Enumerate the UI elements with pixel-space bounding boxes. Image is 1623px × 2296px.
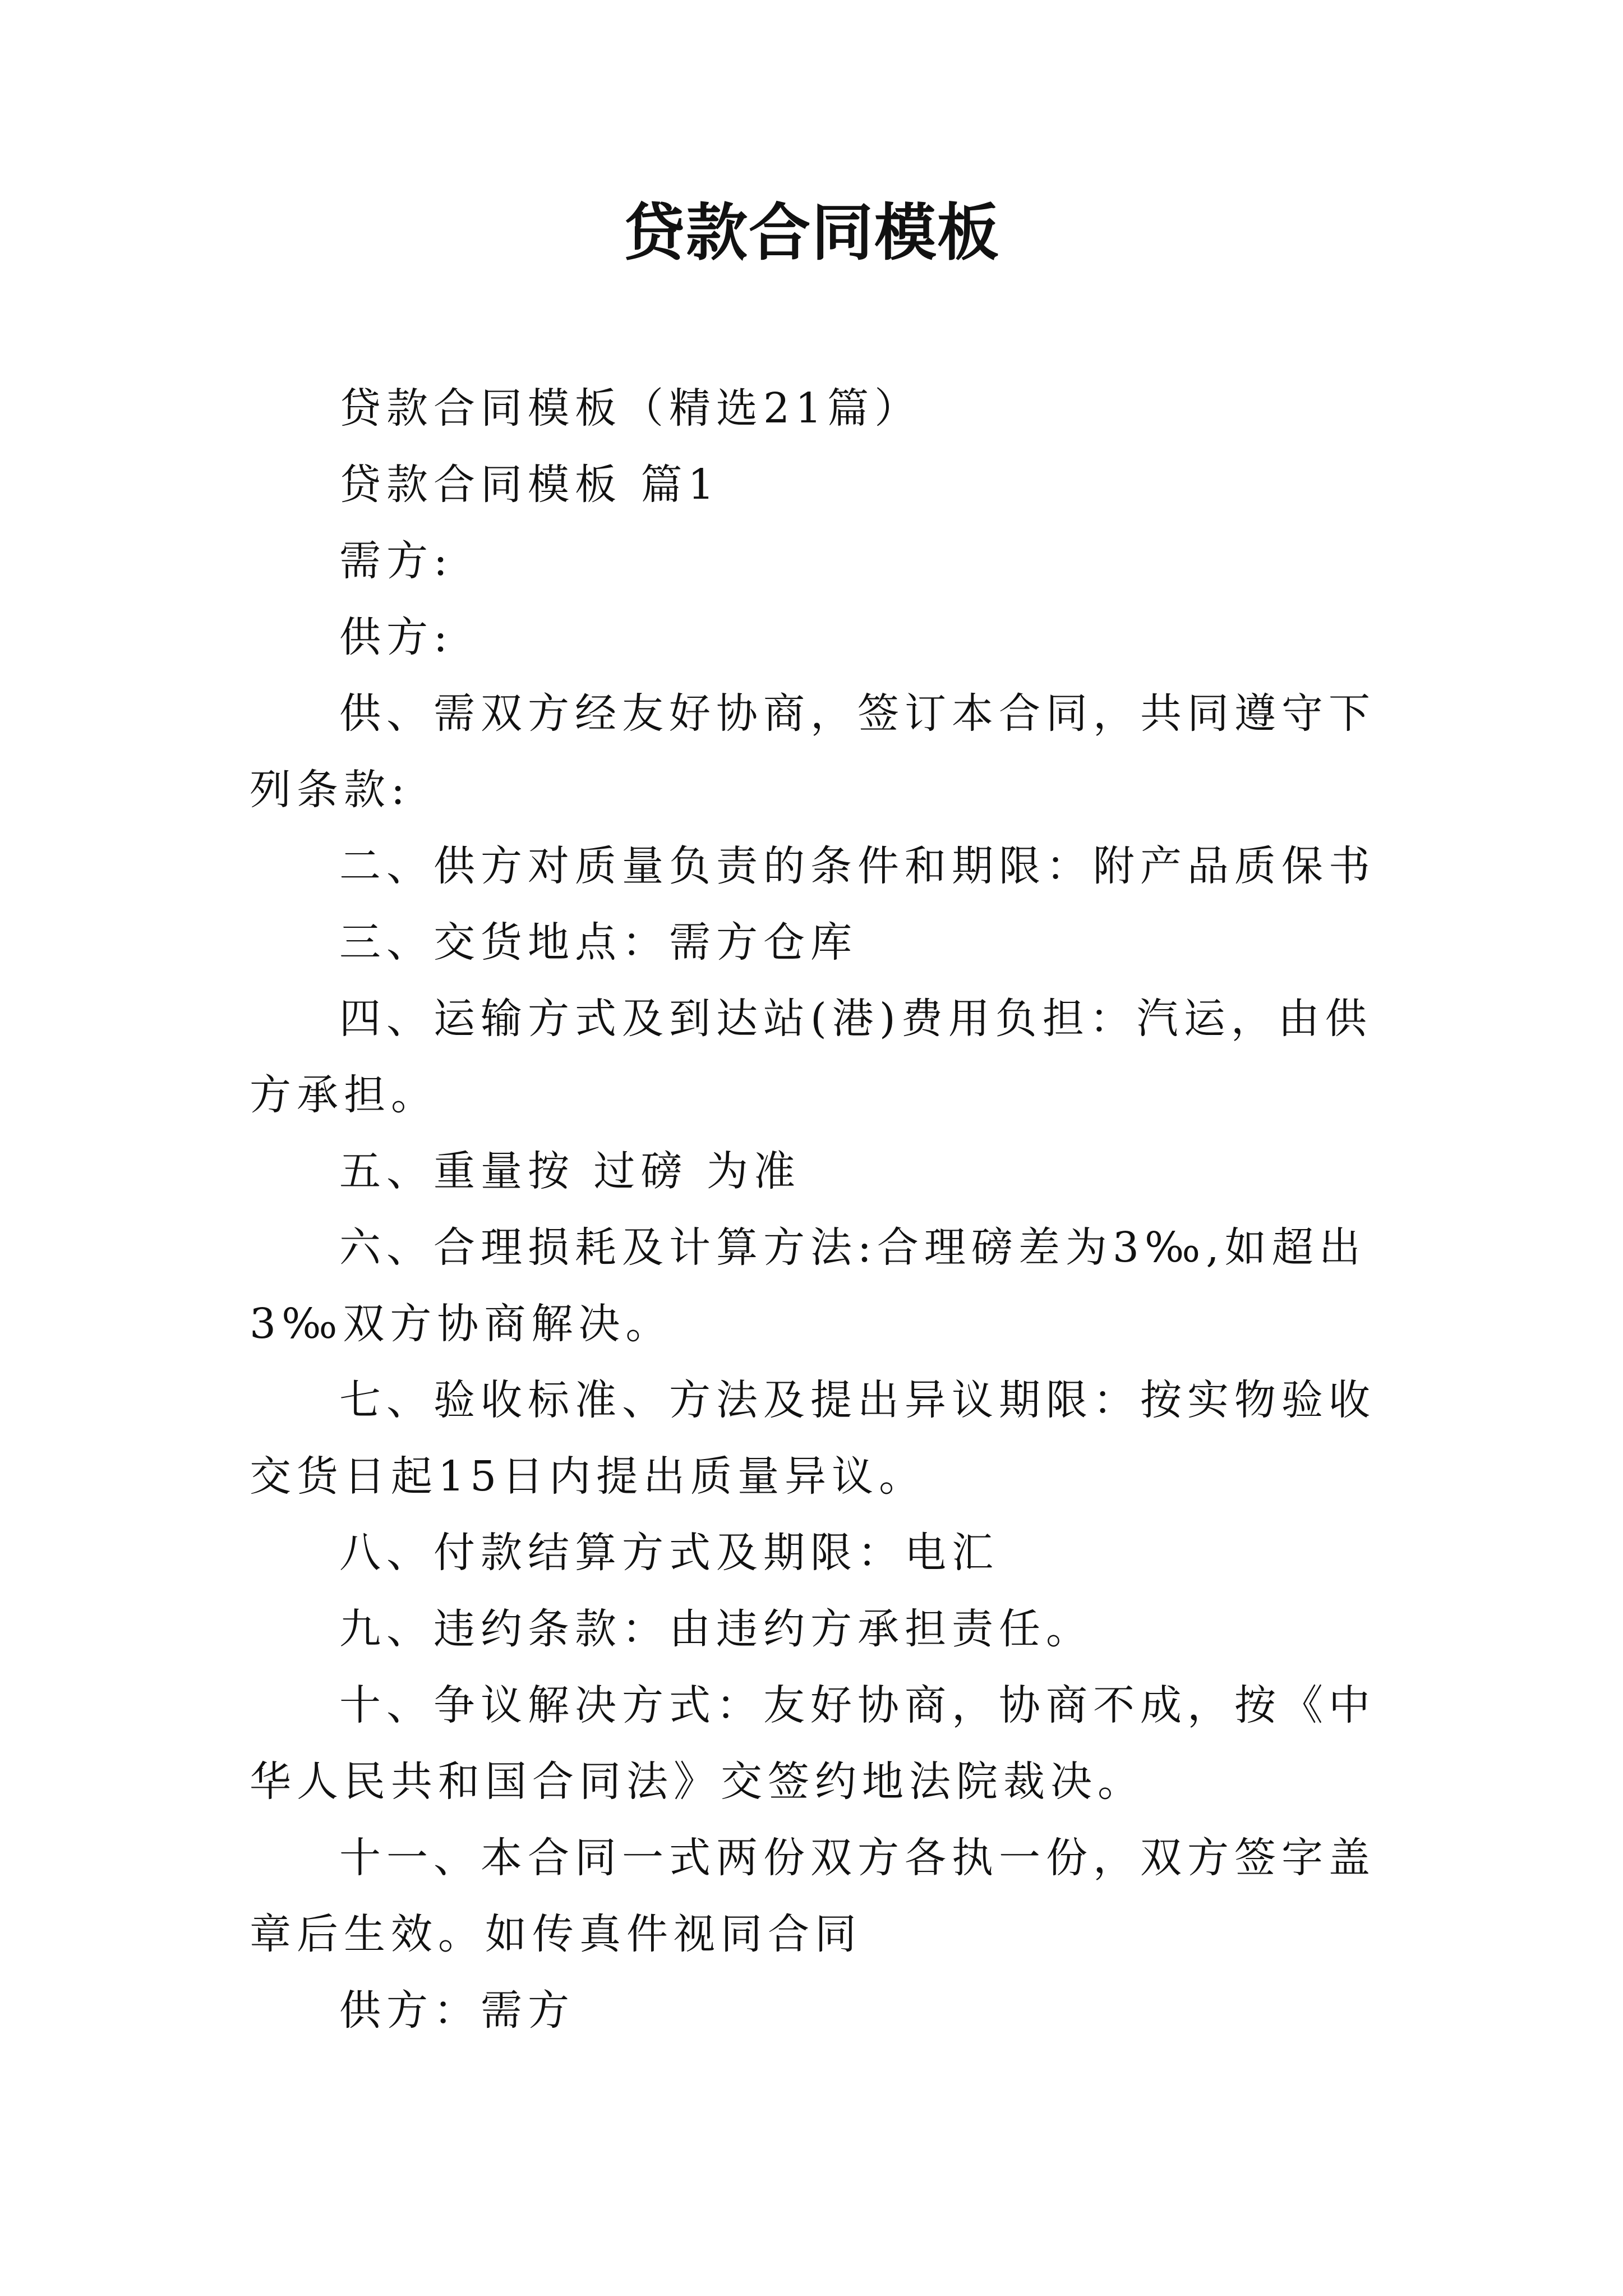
paragraph-buyer: 需方: [339,537,453,585]
paragraph-clause-8: 八、付款结算方式及期限：电汇 [339,1529,999,1577]
paragraph-section-heading: 贷款合同模板 篇1 [339,461,720,509]
paragraph-signatures: 供方：需方 [339,1986,575,2035]
document-title: 贷款合同模板 [623,197,1000,269]
paragraph-clause-3: 三、交货地点：需方仓库 [339,918,857,967]
paragraph-clause-4: 四、运输方式及到达站(港)费用负担：汽运，由供方承担。 [250,995,1372,1119]
paragraph-clause-10: 十、争议解决方式：友好协商，协商不成，按《中华人民共和国合同法》交签约地法院裁决。 [250,1681,1376,1806]
paragraph-clause-11: 十一、本合同一式两份双方各执一份，双方签字盖章后生效。如传真件视同合同 [250,1834,1376,1958]
paragraph-clause-2: 二、供方对质量负责的条件和期限：附产品质保书 [339,842,1376,890]
paragraph-clause-5: 五、重量按 过磅 为准 [339,1147,801,1195]
paragraph-subtitle: 贷款合同模板（精选21篇） [339,384,922,432]
document-body [250,370,1416,2049]
paragraph-clause-6: 六、合理损耗及计算方法:合理磅差为3‰,如超出3‰双方协商解决。 [250,1223,1366,1348]
paragraph-clause-7: 七、验收标准、方法及提出异议期限：按实物验收交货日起15日内提出质量异议。 [250,1376,1376,1501]
paragraph-supplier: 供方: [339,613,453,661]
paragraph-clause-9: 九、违约条款：由违约方承担责任。 [339,1605,1093,1653]
paragraph-intro: 供、需双方经友好协商，签订本合同，共同遵守下列条款: [250,689,1376,814]
